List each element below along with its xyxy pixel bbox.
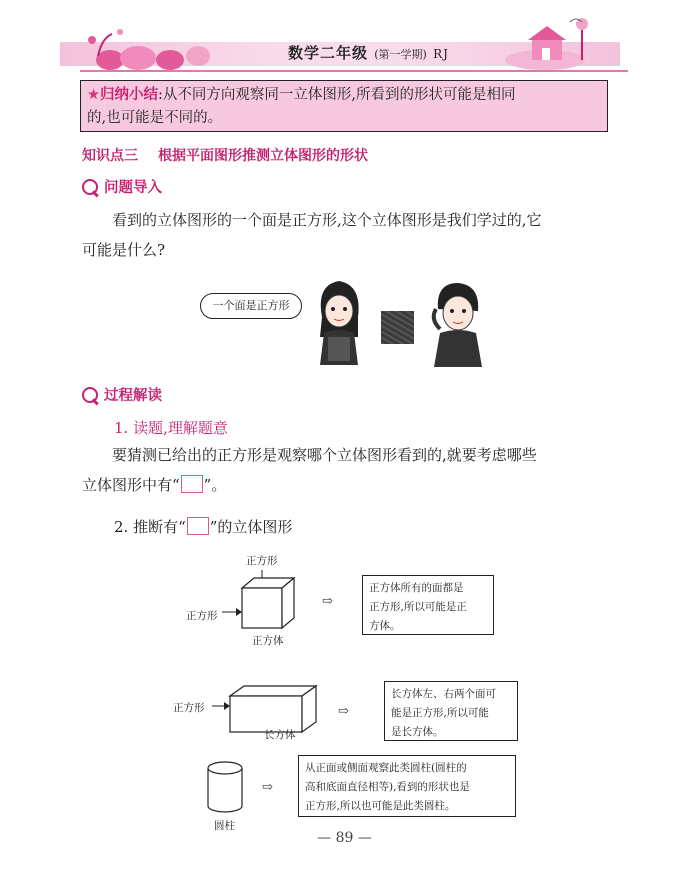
cube-left-label: 正方形 xyxy=(186,610,218,622)
summary-text-line2: 的,也可能是不同的。 xyxy=(87,110,223,126)
intro-line2: 可能是什么? xyxy=(82,241,166,259)
magnifier-icon xyxy=(82,387,104,405)
book-edition: RJ xyxy=(433,47,449,61)
intro-heading xyxy=(82,176,162,197)
step2-text-b: ”的立体图形 xyxy=(209,518,293,536)
summary-box xyxy=(80,80,608,132)
arrow-right-icon: ⇨ xyxy=(338,704,349,719)
intro-heading-text: 问题导入 xyxy=(104,180,162,196)
cube-icon xyxy=(222,568,302,638)
process-heading xyxy=(82,384,162,405)
book-subtitle: (第一学期) xyxy=(374,48,427,61)
house-decoration-icon xyxy=(500,14,630,70)
step1-line2b: ”。 xyxy=(203,476,227,494)
cuboid-note-line1: 长方体左、右两个面可 xyxy=(391,688,496,700)
cylinder-note-line1: 从正面或侧面观察此类圆柱(圆柱的 xyxy=(305,762,467,774)
cuboid-note xyxy=(384,681,518,741)
square-placeholder-icon xyxy=(187,517,209,535)
step1-line2a: 立体图形中有“ xyxy=(82,476,180,494)
arrow-right-icon: ⇨ xyxy=(262,780,273,795)
cylinder-icon xyxy=(204,760,246,814)
speech-bubble: 一个面是正方形 xyxy=(200,293,302,319)
cuboid-left-label: 正方形 xyxy=(173,702,205,714)
boy-illustration-icon xyxy=(426,279,486,367)
step2-text-a: 2. 推断有“ xyxy=(114,518,186,536)
step1-paragraph xyxy=(82,440,622,500)
book-title: 数学二年级 xyxy=(288,44,369,62)
step1-line1: 要猜测已给出的正方形是观察哪个立体图形看到的,就要考虑哪些 xyxy=(112,446,537,464)
cube-note xyxy=(362,575,494,635)
cuboid-note-line2: 能是正方形,所以可能 xyxy=(391,707,489,719)
cube-top-label: 正方形 xyxy=(246,555,278,567)
kids-illustration xyxy=(200,275,500,370)
cube-note-line2: 正方形,所以可能是正 xyxy=(369,601,467,613)
intro-paragraph xyxy=(82,205,622,265)
header-rule xyxy=(80,70,628,72)
intro-line1: 看到的立体图形的一个面是正方形,这个立体图形是我们学过的,它 xyxy=(112,211,542,229)
girl-illustration-icon xyxy=(312,277,366,367)
cube-bottom-label: 正方体 xyxy=(252,635,284,647)
page-number: — 89 — xyxy=(317,830,372,846)
cube-note-line3: 方体。 xyxy=(369,620,401,632)
cube-note-line1: 正方体所有的面都是 xyxy=(369,582,464,594)
flower-decoration-icon xyxy=(80,26,220,70)
star-icon: ★ xyxy=(87,87,100,103)
cylinder-note-line2: 高和底面直径相等),看到的形状也是 xyxy=(305,781,470,793)
summary-text-line1: :从不同方向观察同一立体图形,所看到的形状可能是相同 xyxy=(158,87,516,103)
cuboid-note-line3: 是长方体。 xyxy=(391,726,444,738)
cylinder-note xyxy=(298,755,516,817)
step2-title xyxy=(114,516,292,537)
knowledge-point-title xyxy=(82,145,368,165)
cuboid-bottom-label: 长方体 xyxy=(264,729,296,741)
step1-title: 1. 读题,理解题意 xyxy=(114,419,228,437)
arrow-right-icon: ⇨ xyxy=(322,594,333,609)
page-header xyxy=(60,12,620,70)
summary-label: 归纳小结 xyxy=(100,87,158,103)
cylinder-note-line3: 正方形,所以也可能是此类圆柱。 xyxy=(305,800,456,812)
cylinder-bottom-label: 圆柱 xyxy=(214,820,235,832)
magnifier-icon xyxy=(82,179,104,197)
square-placeholder-icon xyxy=(181,475,203,493)
knowledge-point-heading: 根据平面图形推测立体图形的形状 xyxy=(158,148,368,164)
knowledge-point-number: 知识点三 xyxy=(82,148,138,164)
square-photo xyxy=(381,311,414,344)
header-title xyxy=(288,42,449,63)
process-heading-text: 过程解读 xyxy=(104,388,162,404)
